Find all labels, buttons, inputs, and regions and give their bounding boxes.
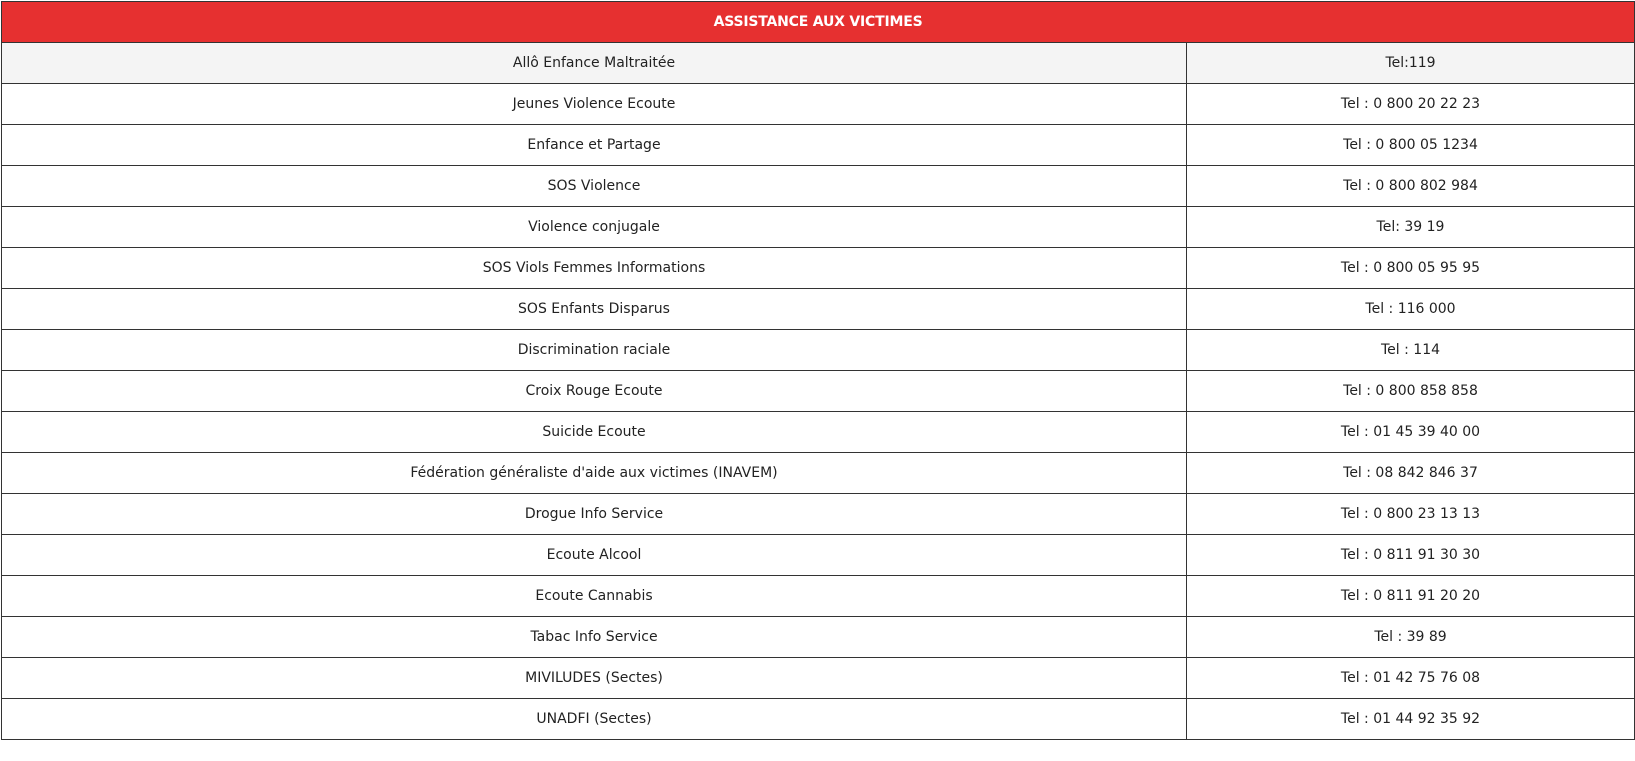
table-row — [2, 289, 1635, 330]
phone-number: Tel : 0 800 05 1234 — [1187, 125, 1635, 166]
phone-number: Tel : 01 42 75 76 08 — [1187, 658, 1635, 699]
table-row — [2, 125, 1635, 166]
organization-name: Jeunes Violence Ecoute — [2, 84, 1187, 125]
organization-name: SOS Violence — [2, 166, 1187, 207]
organization-name: Violence conjugale — [2, 207, 1187, 248]
table-row — [2, 43, 1635, 84]
phone-number: Tel : 01 44 92 35 92 — [1187, 699, 1635, 740]
phone-number: Tel : 0 800 802 984 — [1187, 166, 1635, 207]
table-row — [2, 535, 1635, 576]
table-row — [2, 617, 1635, 658]
table-row — [2, 84, 1635, 125]
phone-number: Tel: 39 19 — [1187, 207, 1635, 248]
phone-number: Tel : 114 — [1187, 330, 1635, 371]
organization-name: Suicide Ecoute — [2, 412, 1187, 453]
table-row — [2, 576, 1635, 617]
organization-name: Tabac Info Service — [2, 617, 1187, 658]
table-row — [2, 330, 1635, 371]
table-row — [2, 658, 1635, 699]
table-row — [2, 248, 1635, 289]
phone-number: Tel : 0 811 91 20 20 — [1187, 576, 1635, 617]
phone-number: Tel : 0 811 91 30 30 — [1187, 535, 1635, 576]
organization-name: Enfance et Partage — [2, 125, 1187, 166]
phone-number: Tel : 0 800 23 13 13 — [1187, 494, 1635, 535]
organization-name: SOS Enfants Disparus — [2, 289, 1187, 330]
organization-name: Ecoute Alcool — [2, 535, 1187, 576]
table-title: ASSISTANCE AUX VICTIMES — [2, 2, 1635, 43]
organization-name: Croix Rouge Ecoute — [2, 371, 1187, 412]
table-row — [2, 166, 1635, 207]
assistance-table-container — [1, 1, 1634, 740]
table-row — [2, 371, 1635, 412]
organization-name: MIVILUDES (Sectes) — [2, 658, 1187, 699]
organization-name: Fédération généraliste d'aide aux victimes (INAVEM) — [2, 453, 1187, 494]
table-row — [2, 412, 1635, 453]
phone-number: Tel : 0 800 20 22 23 — [1187, 84, 1635, 125]
organization-name: Allô Enfance Maltraitée — [2, 43, 1187, 84]
assistance-table — [1, 1, 1635, 740]
table-row — [2, 207, 1635, 248]
table-row — [2, 699, 1635, 740]
table-header-row — [2, 2, 1635, 43]
organization-name: Discrimination raciale — [2, 330, 1187, 371]
table-row — [2, 494, 1635, 535]
organization-name: Drogue Info Service — [2, 494, 1187, 535]
organization-name: Ecoute Cannabis — [2, 576, 1187, 617]
phone-number: Tel : 01 45 39 40 00 — [1187, 412, 1635, 453]
phone-number: Tel : 0 800 05 95 95 — [1187, 248, 1635, 289]
table-row — [2, 453, 1635, 494]
phone-number: Tel : 39 89 — [1187, 617, 1635, 658]
phone-number: Tel : 08 842 846 37 — [1187, 453, 1635, 494]
organization-name: SOS Viols Femmes Informations — [2, 248, 1187, 289]
organization-name: UNADFI (Sectes) — [2, 699, 1187, 740]
phone-number: Tel:119 — [1187, 43, 1635, 84]
phone-number: Tel : 116 000 — [1187, 289, 1635, 330]
phone-number: Tel : 0 800 858 858 — [1187, 371, 1635, 412]
